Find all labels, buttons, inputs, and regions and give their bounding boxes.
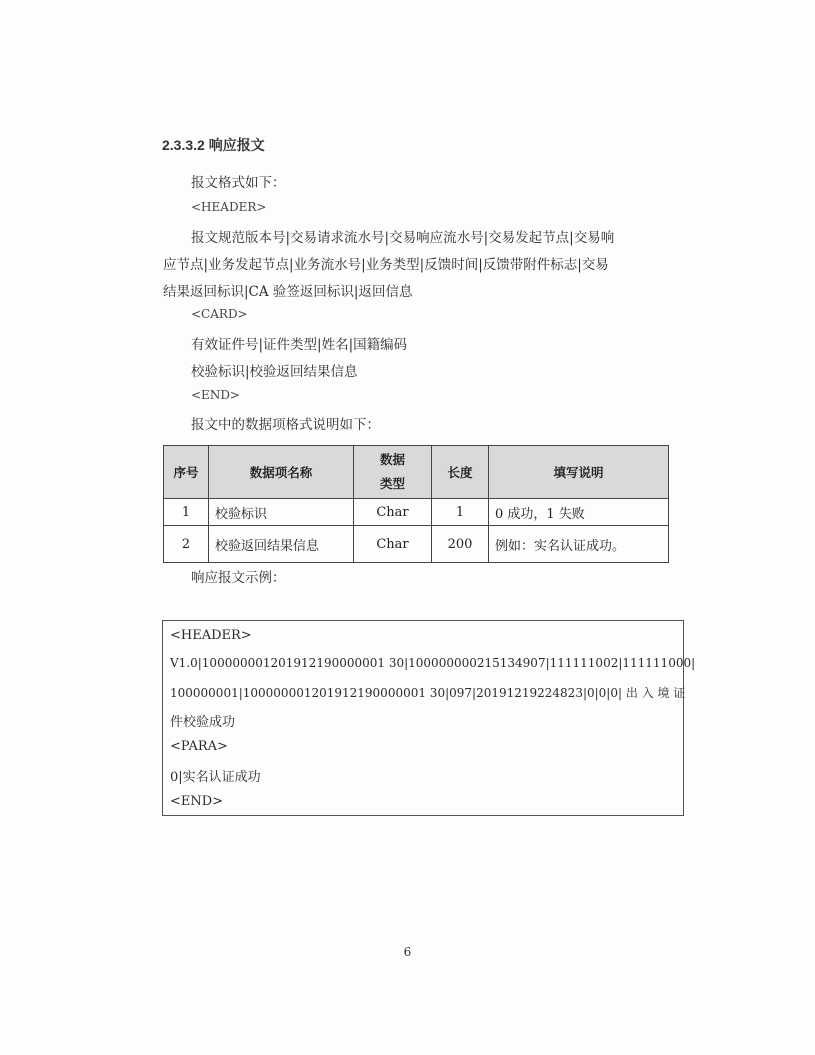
example-para-tag: <PARA> (170, 739, 228, 754)
cell-description: 例如：实名认证成功。 (489, 526, 669, 563)
table-header-row (164, 446, 669, 499)
field-spec-table (163, 445, 669, 563)
card-fields-line-1: 有效证件号|证件类型|姓名|国籍编码 (191, 337, 408, 353)
card-fields-line-2: 校验标识|校验返回结果信息 (191, 364, 358, 380)
header-fields-line-1: 报文规范版本号|交易请求流水号|交易响应流水号|交易发起节点|交易响 (191, 230, 615, 246)
cell-length: 1 (432, 499, 489, 526)
header-fields-line-3: 结果返回标识|CA 验签返回标识|返回信息 (163, 284, 413, 300)
example-header-tag: <HEADER> (170, 628, 252, 643)
col-header-type: 数据 类型 (354, 446, 432, 499)
cell-name: 校验返回结果信息 (209, 526, 354, 563)
cell-type: Char (354, 499, 432, 526)
example-line-6: 0|实名认证成功 (170, 770, 261, 785)
example-intro: 响应报文示例： (191, 570, 286, 586)
response-example-box (162, 620, 696, 816)
table-intro: 报文中的数据项格式说明如下： (191, 417, 380, 433)
section-heading: 2.3.3.2 响应报文 (162, 137, 265, 153)
cell-name: 校验标识 (209, 499, 354, 526)
example-end-tag: <END> (170, 794, 224, 809)
col-header-index: 序号 (164, 446, 209, 499)
cell-length: 200 (432, 526, 489, 563)
format-intro: 报文格式如下： (191, 175, 286, 191)
card-tag: <CARD> (191, 307, 248, 321)
example-line-4: 件校验成功 (170, 715, 236, 730)
table-row (164, 499, 669, 526)
cell-description: 0 成功，1 失败 (489, 499, 669, 526)
page-number: 6 (403, 945, 412, 959)
header-fields-line-2: 应节点|业务发起节点|业务流水号|业务类型|反馈时间|反馈带附件标志|交易 (163, 257, 609, 273)
col-header-name: 数据项名称 (209, 446, 354, 499)
cell-type: Char (354, 526, 432, 563)
col-header-length: 长度 (432, 446, 489, 499)
cell-index: 1 (164, 499, 209, 526)
example-line-2: V1.0|100000001201912190000001 30|100000000215134907|111111002|111111000| (170, 656, 696, 670)
example-line-3: 100000001|100000001201912190000001 30|097|20191219224823|0|0|0| 出 入 境 证 (170, 686, 686, 700)
header-tag: <HEADER> (191, 200, 267, 214)
col-header-description: 填写说明 (489, 446, 669, 499)
end-tag: <END> (191, 388, 240, 402)
cell-index: 2 (164, 526, 209, 563)
table-row (164, 526, 669, 563)
